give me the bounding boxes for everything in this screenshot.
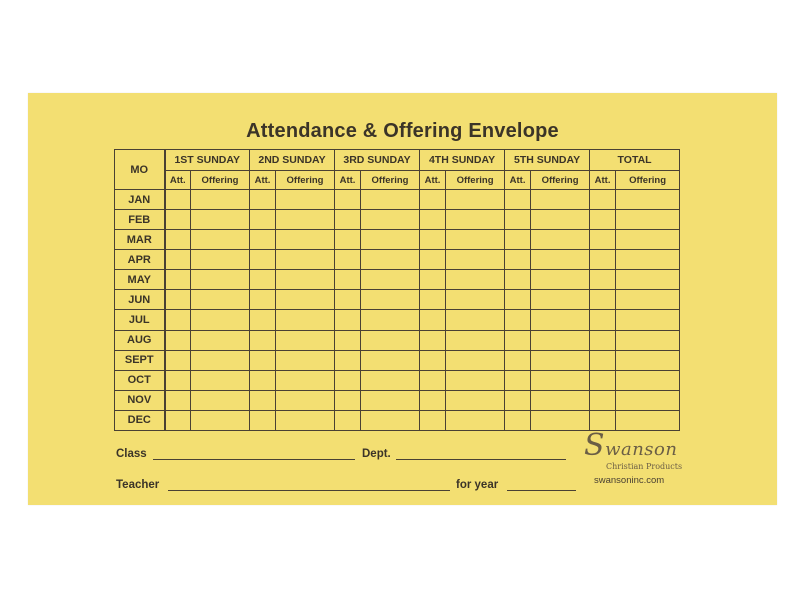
offering-cell[interactable]: [531, 290, 590, 310]
column-header-total: TOTAL: [590, 150, 680, 171]
offering-cell[interactable]: [446, 250, 505, 270]
att-cell[interactable]: [165, 410, 191, 430]
month-label: JUL: [115, 310, 165, 330]
att-cell[interactable]: [165, 210, 191, 230]
offering-cell[interactable]: [361, 310, 420, 330]
column-header-sunday-5: 5TH SUNDAY: [505, 150, 590, 171]
dept-field-line[interactable]: [396, 459, 566, 460]
att-cell[interactable]: [505, 330, 531, 350]
month-label: JAN: [115, 190, 165, 210]
att-cell[interactable]: [250, 290, 276, 310]
offering-cell[interactable]: [446, 230, 505, 250]
att-cell[interactable]: [165, 230, 191, 250]
offering-cell[interactable]: [446, 190, 505, 210]
offering-cell[interactable]: [191, 190, 250, 210]
att-cell[interactable]: [505, 310, 531, 330]
table-row: [115, 310, 680, 330]
column-header-sunday-1: 1ST SUNDAY: [165, 150, 250, 171]
subheader-att: Att.: [335, 171, 361, 190]
offering-cell[interactable]: [276, 350, 335, 370]
offering-cell[interactable]: [616, 370, 680, 390]
header-row-subcolumns: [115, 171, 680, 190]
att-cell[interactable]: [420, 270, 446, 290]
table-row: [115, 370, 680, 390]
teacher-label: Teacher: [116, 479, 160, 491]
month-label: FEB: [115, 210, 165, 230]
offering-cell[interactable]: [276, 330, 335, 350]
att-cell[interactable]: [165, 270, 191, 290]
att-cell[interactable]: [590, 270, 616, 290]
att-cell[interactable]: [335, 370, 361, 390]
column-header-sunday-3: 3RD SUNDAY: [335, 150, 420, 171]
subheader-att: Att.: [420, 171, 446, 190]
subheader-offering: Offering: [531, 171, 590, 190]
att-cell[interactable]: [335, 290, 361, 310]
table-row: [115, 290, 680, 310]
offering-cell[interactable]: [531, 190, 590, 210]
offering-cell[interactable]: [276, 210, 335, 230]
dept-label: Dept.: [362, 448, 391, 460]
month-label: SEPT: [115, 350, 165, 370]
att-cell[interactable]: [420, 370, 446, 390]
month-label: DEC: [115, 410, 165, 430]
table-row: [115, 210, 680, 230]
offering-cell[interactable]: [361, 350, 420, 370]
subheader-offering: Offering: [191, 171, 250, 190]
offering-cell[interactable]: [361, 270, 420, 290]
att-cell[interactable]: [250, 230, 276, 250]
offering-cell[interactable]: [616, 350, 680, 370]
subheader-offering: Offering: [276, 171, 335, 190]
att-cell[interactable]: [250, 350, 276, 370]
att-cell[interactable]: [165, 370, 191, 390]
subheader-att: Att.: [505, 171, 531, 190]
offering-cell[interactable]: [276, 270, 335, 290]
att-cell[interactable]: [250, 270, 276, 290]
offering-cell[interactable]: [191, 350, 250, 370]
month-label: AUG: [115, 330, 165, 350]
offering-cell[interactable]: [191, 410, 250, 430]
att-cell[interactable]: [165, 310, 191, 330]
att-cell[interactable]: [335, 210, 361, 230]
offering-cell[interactable]: [191, 230, 250, 250]
offering-cell[interactable]: [446, 270, 505, 290]
offering-cell[interactable]: [361, 290, 420, 310]
offering-cell[interactable]: [276, 410, 335, 430]
column-header-sunday-2: 2ND SUNDAY: [250, 150, 335, 171]
att-cell[interactable]: [250, 410, 276, 430]
subheader-att: Att.: [165, 171, 191, 190]
offering-cell[interactable]: [446, 210, 505, 230]
offering-cell[interactable]: [531, 410, 590, 430]
month-column-header: MO: [115, 150, 165, 190]
att-cell[interactable]: [335, 230, 361, 250]
offering-cell[interactable]: [446, 370, 505, 390]
offering-cell[interactable]: [616, 230, 680, 250]
att-cell[interactable]: [165, 390, 191, 410]
month-label: MAR: [115, 230, 165, 250]
att-cell[interactable]: [335, 330, 361, 350]
att-cell[interactable]: [335, 190, 361, 210]
offering-cell[interactable]: [361, 330, 420, 350]
att-cell[interactable]: [590, 290, 616, 310]
offering-cell[interactable]: [616, 390, 680, 410]
att-cell[interactable]: [505, 230, 531, 250]
offering-cell[interactable]: [361, 230, 420, 250]
att-cell[interactable]: [335, 350, 361, 370]
offering-cell[interactable]: [531, 210, 590, 230]
att-cell[interactable]: [335, 270, 361, 290]
table-row: [115, 270, 680, 290]
att-cell[interactable]: [165, 190, 191, 210]
att-cell[interactable]: [590, 250, 616, 270]
offering-cell[interactable]: [531, 370, 590, 390]
offering-cell[interactable]: [616, 250, 680, 270]
column-header-sunday-4: 4TH SUNDAY: [420, 150, 505, 171]
offering-cell[interactable]: [191, 370, 250, 390]
att-cell[interactable]: [420, 290, 446, 310]
offering-cell[interactable]: [276, 190, 335, 210]
offering-cell[interactable]: [531, 310, 590, 330]
att-cell[interactable]: [505, 290, 531, 310]
subheader-att: Att.: [250, 171, 276, 190]
offering-cell[interactable]: [531, 230, 590, 250]
att-cell[interactable]: [250, 370, 276, 390]
envelope-title: Attendance & Offering Envelope: [246, 120, 559, 142]
offering-cell[interactable]: [191, 330, 250, 350]
att-cell[interactable]: [505, 390, 531, 410]
table-row: [115, 350, 680, 370]
offering-cell[interactable]: [446, 350, 505, 370]
offering-cell[interactable]: [446, 390, 505, 410]
offering-cell[interactable]: [616, 330, 680, 350]
offering-cell[interactable]: [361, 210, 420, 230]
att-cell[interactable]: [420, 250, 446, 270]
offering-cell[interactable]: [616, 310, 680, 330]
att-cell[interactable]: [505, 190, 531, 210]
att-cell[interactable]: [505, 210, 531, 230]
offering-cell[interactable]: [616, 190, 680, 210]
att-cell[interactable]: [420, 190, 446, 210]
offering-cell[interactable]: [191, 210, 250, 230]
att-cell[interactable]: [250, 310, 276, 330]
att-cell[interactable]: [590, 350, 616, 370]
logo-url: swansoninc.com: [594, 475, 665, 486]
att-cell[interactable]: [250, 190, 276, 210]
att-cell[interactable]: [420, 390, 446, 410]
att-cell[interactable]: [505, 250, 531, 270]
offering-cell[interactable]: [446, 310, 505, 330]
offering-cell[interactable]: [276, 390, 335, 410]
att-cell[interactable]: [420, 330, 446, 350]
att-cell[interactable]: [165, 330, 191, 350]
subheader-att: Att.: [590, 171, 616, 190]
att-cell[interactable]: [590, 230, 616, 250]
table-row: [115, 190, 680, 210]
month-label: MAY: [115, 270, 165, 290]
att-cell[interactable]: [505, 410, 531, 430]
att-cell[interactable]: [165, 250, 191, 270]
month-label: NOV: [115, 390, 165, 410]
offering-cell[interactable]: [276, 370, 335, 390]
offering-cell[interactable]: [361, 390, 420, 410]
offering-cell[interactable]: [531, 390, 590, 410]
att-cell[interactable]: [420, 230, 446, 250]
att-cell[interactable]: [590, 210, 616, 230]
offering-cell[interactable]: [361, 410, 420, 430]
offering-cell[interactable]: [191, 290, 250, 310]
att-cell[interactable]: [250, 330, 276, 350]
att-cell[interactable]: [250, 210, 276, 230]
class-label: Class: [116, 448, 147, 460]
offering-cell[interactable]: [446, 410, 505, 430]
att-cell[interactable]: [420, 350, 446, 370]
att-cell[interactable]: [505, 370, 531, 390]
envelope-card: [28, 93, 777, 505]
offering-cell[interactable]: [276, 230, 335, 250]
subheader-offering: Offering: [361, 171, 420, 190]
year-field-line[interactable]: [507, 490, 576, 491]
att-cell[interactable]: [250, 250, 276, 270]
attendance-table: [114, 149, 680, 431]
offering-cell[interactable]: [276, 250, 335, 270]
table-row: [115, 250, 680, 270]
month-label: JUN: [115, 290, 165, 310]
offering-cell[interactable]: [361, 190, 420, 210]
offering-cell[interactable]: [361, 250, 420, 270]
att-cell[interactable]: [165, 290, 191, 310]
att-cell[interactable]: [590, 370, 616, 390]
offering-cell[interactable]: [361, 370, 420, 390]
subheader-offering: Offering: [616, 171, 680, 190]
att-cell[interactable]: [335, 410, 361, 430]
for-year-label: for year: [456, 479, 499, 491]
offering-cell[interactable]: [531, 350, 590, 370]
class-field-line[interactable]: [153, 459, 355, 460]
offering-cell[interactable]: [446, 290, 505, 310]
swanson-wordmark: Swanson: [584, 428, 678, 463]
att-cell[interactable]: [590, 390, 616, 410]
offering-cell[interactable]: [531, 330, 590, 350]
month-label: OCT: [115, 370, 165, 390]
header-row-sundays: [115, 150, 680, 171]
att-cell[interactable]: [250, 390, 276, 410]
att-cell[interactable]: [335, 250, 361, 270]
att-cell[interactable]: [335, 310, 361, 330]
att-cell[interactable]: [590, 330, 616, 350]
att-cell[interactable]: [590, 310, 616, 330]
att-cell[interactable]: [505, 350, 531, 370]
att-cell[interactable]: [335, 390, 361, 410]
att-cell[interactable]: [420, 210, 446, 230]
offering-cell[interactable]: [276, 310, 335, 330]
subheader-offering: Offering: [446, 171, 505, 190]
att-cell[interactable]: [420, 310, 446, 330]
month-rows: [115, 190, 680, 431]
offering-cell[interactable]: [191, 270, 250, 290]
att-cell[interactable]: [165, 350, 191, 370]
att-cell[interactable]: [590, 190, 616, 210]
teacher-field-line[interactable]: [168, 490, 450, 491]
offering-cell[interactable]: [531, 270, 590, 290]
offering-cell[interactable]: [616, 290, 680, 310]
offering-cell[interactable]: [191, 390, 250, 410]
table-row: [115, 390, 680, 410]
offering-cell[interactable]: [616, 270, 680, 290]
table-row: [115, 230, 680, 250]
offering-cell[interactable]: [191, 250, 250, 270]
offering-cell[interactable]: [616, 210, 680, 230]
offering-cell[interactable]: [446, 330, 505, 350]
offering-cell[interactable]: [191, 310, 250, 330]
att-cell[interactable]: [505, 270, 531, 290]
swanson-logo: [584, 428, 694, 491]
offering-cell[interactable]: [616, 410, 680, 430]
att-cell[interactable]: [420, 410, 446, 430]
offering-cell[interactable]: [276, 290, 335, 310]
logo-subtitle: Christian Products: [606, 462, 683, 471]
table-row: [115, 330, 680, 350]
offering-cell[interactable]: [531, 250, 590, 270]
month-label: APR: [115, 250, 165, 270]
